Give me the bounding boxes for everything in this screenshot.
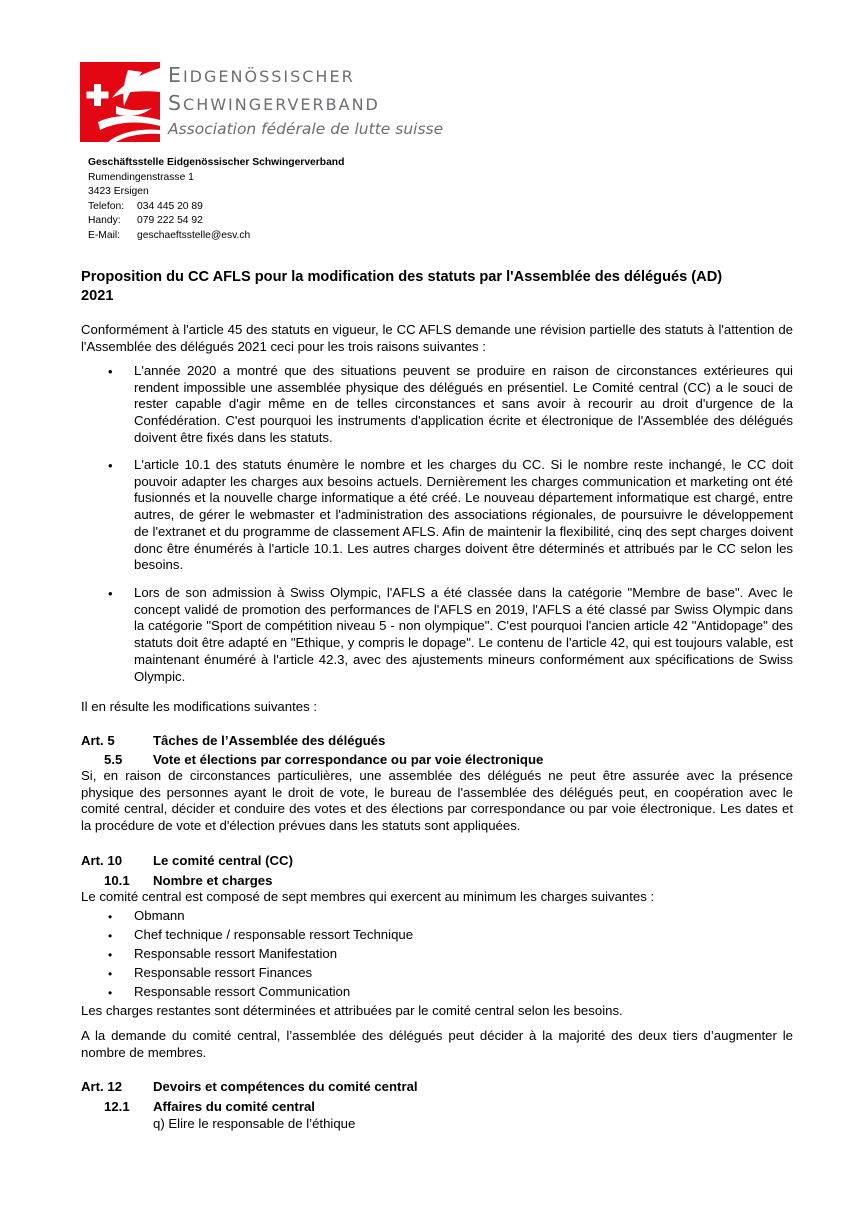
art12-sub-number: 12.1: [104, 1099, 130, 1114]
art12-number: Art. 12: [81, 1079, 123, 1094]
esv-logo-icon: [80, 62, 160, 142]
bullet-icon: •: [108, 586, 113, 601]
document-title: Proposition du CC AFLS pour la modification des statuts par l'Assemblée des délégués (AD) 2021: [81, 269, 723, 304]
bullet-icon: •: [108, 910, 113, 924]
art5-sub-number: 5.5: [104, 752, 123, 767]
office-street: Rumendingenstrasse 1: [88, 171, 194, 183]
art12-title: Devoirs et compétences du comité central: [153, 1079, 418, 1094]
bullet-icon: •: [108, 929, 113, 943]
art10-number: Art. 10: [81, 853, 123, 868]
art10-intro: Le comité central est composé de sept membres qui exercent au minimum les charges suivantes :: [81, 889, 655, 904]
bullet-icon: •: [108, 967, 113, 981]
charge-item: Responsable ressort Manifestation: [134, 946, 338, 961]
art10-sub-title: Nombre et charges: [153, 873, 273, 888]
art10-after: Les charges restantes sont déterminées et attribuées par le comité central selon les besoins.: [81, 1003, 623, 1018]
bullet-icon: •: [108, 458, 113, 473]
art10-majority: A la demande du comité central, l’assemblée des délégués peut décider à la majorité des deux tiers d’augmenter le nombre de membres.: [81, 1028, 793, 1060]
intro-paragraph: Conformément à l'article 45 des statuts en vigueur, le CC AFLS demande une révision partielle des statuts à l'attention de l'Assemblée des délégués 2021 ceci pour les trois raisons suivantes :: [81, 322, 793, 354]
office-city: 3423 Ersigen: [88, 186, 149, 197]
office-phone: Telefon: 034 445 20 89: [88, 200, 203, 212]
art12-item: q) Elire le responsable de l’éthique: [153, 1116, 356, 1131]
art12-sub-title: Affaires du comité central: [153, 1099, 315, 1114]
office-name: Geschäftsstelle Eidgenössischer Schwingerverband: [88, 157, 345, 168]
bullet-icon: •: [108, 364, 113, 379]
art10-sub-number: 10.1: [104, 873, 130, 888]
charge-item: Responsable ressort Communication: [134, 984, 351, 999]
result-intro: Il en résulte les modifications suivantes :: [81, 699, 318, 714]
org-name-french: Association fédérale de lutte suisse: [168, 120, 444, 138]
art10-title: Le comité central (CC): [153, 853, 293, 868]
reason-2: L'article 10.1 des statuts énumère le nombre et les charges du CC. Si le nombre reste inchangé, le CC doit pouvoir adapter les charges aux besoins actuels. Dernièrement les charges communication et marketing ont été fusionnés et la nouvelle charge informatique a été créé. Le nouveau département informatique est chargé, entre autres, de gérer le webmaster et l'administration des associations régionales, de poursuivre le développement de l'extranet et du programme de classement AFLS. Afin de maintenir la flexibilité, cinq des sept charges doivent donc être énumérés à l'article 10.1. Les autres charges doivent être déterminés et attribués par le CC selon les besoins.: [134, 457, 793, 573]
art5-number: Art. 5: [81, 733, 115, 748]
charge-item: Chef technique / responsable ressort Technique: [134, 927, 414, 942]
bullet-icon: •: [108, 986, 113, 1000]
org-name-line2: SCHWINGERVERBAND: [168, 91, 380, 115]
art5-sub-title: Vote et élections par correspondance ou par voie électronique: [153, 752, 544, 767]
art5-title: Tâches de l’Assemblée des délégués: [153, 733, 386, 748]
bullet-icon: •: [108, 948, 113, 962]
reason-1: L'année 2020 a montré que des situations peuvent se produire en raison de circonstances extérieures qui rendent impossible une assemblée physique des délégués en présentiel. Le Comité central (CC) a le souci de rester capable d'agir même en de telles circonstances et sans avoir à recourir au droit d'urgence de la Confédération. C'est pourquoi les instruments d'application écrite et électronique de l'Assemblée des délégués doivent être fixés dans les statuts.: [134, 363, 793, 445]
org-name-line1: EIDGENÖSSISCHER: [168, 63, 355, 87]
charge-item: Responsable ressort Finances: [134, 965, 313, 980]
office-email[interactable]: E-Mail: geschaeftsstelle@esv.ch: [88, 229, 251, 241]
office-mobile: Handy: 079 222 54 92: [88, 215, 203, 226]
art5-text: Si, en raison de circonstances particulières, une assemblée des délégués ne peut être assurée avec la présence physique des personnes ayant le droit de vote, le bureau de l'assemblée des délégués peut, en coopération avec le comité central, décider et conduire des votes et des élections par correspondance ou par voie électronique. Les dates et la procédure de vote et d'élection prévues dans les statuts sont appliquées.: [81, 768, 793, 834]
reason-3: Lors de son admission à Swiss Olympic, l'AFLS a été classée dans la catégorie "Membre de base". Avec le concept validé de promotion des performances de l'AFLS en 2019, l'AFLS a été classé par Swiss Olympic dans la catégorie "Sport de compétition niveau 5 - non olympique". C'est pourquoi l'ancien article 42 "Antidopage" des statuts doit être adapté en "Ethique, y compris le dopage". Le contenu de l'article 42, qui est toujours valable, est maintenant énuméré à l'article 42.3, avec des ajustements mineurs conformément aux spécifications de Swiss Olympic.: [134, 585, 793, 684]
charge-item: Obmann: [134, 908, 185, 923]
